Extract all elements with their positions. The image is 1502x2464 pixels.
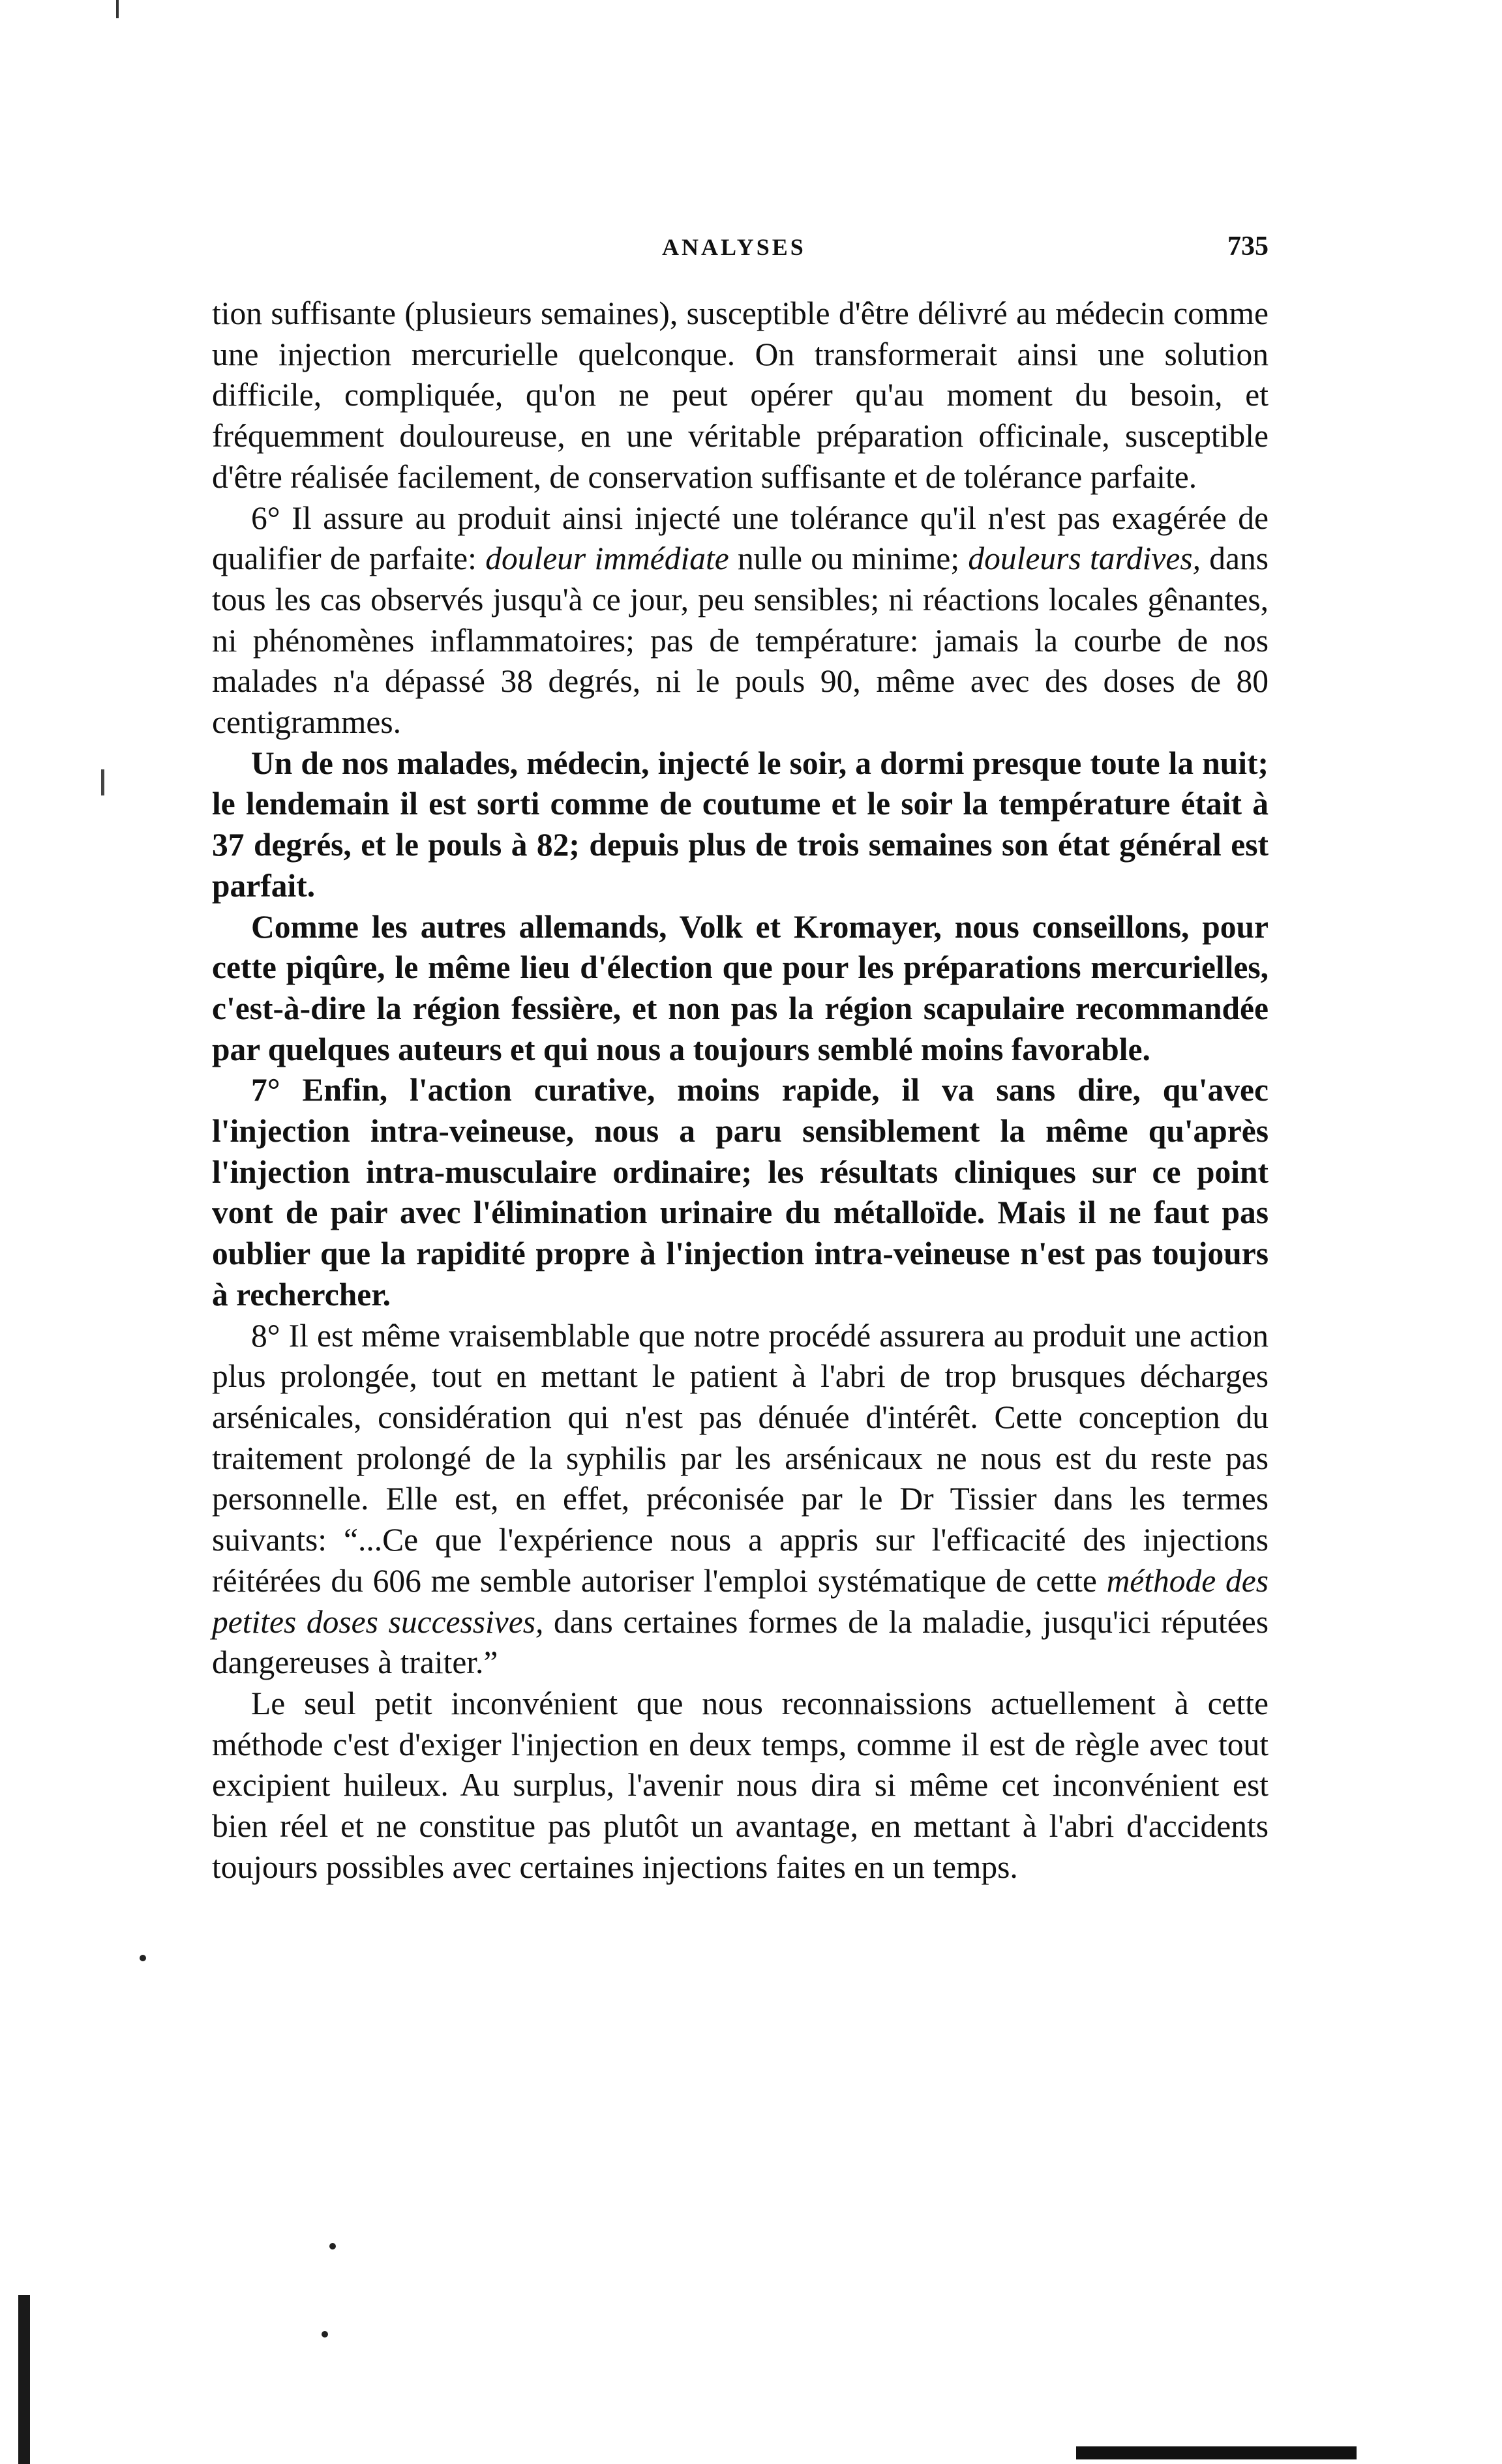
paragraph-2-italic-1: douleur immédiate	[485, 541, 729, 577]
paragraph-4-text: Comme les autres allemands, Volk et Kromayer, nous conseillons, pour cette piqûre, le même lieu d'élection que pour les préparations mercurielles, c'est-à-dire la région fessière, et non pas la région scapulaire recommandée par quelques auteurs et qui nous a toujours semblé moins favorable.	[212, 908, 1269, 1067]
paragraph-2-text-3: dans tous les cas observés jusqu'à ce jour, peu sensibles; ni réactions locales gênantes, ni phénomènes inflammatoires; pas de température: jamais la courbe de nos malades n'a dépassé 38 degrés, ni le pouls 90, même avec des doses de 80 centigrammes.	[212, 541, 1269, 741]
paragraph-5-text: 7° Enfin, l'action curative, moins rapide, il va sans dire, qu'avec l'injection intra-veineuse, nous a paru sensiblement la même qu'après l'injection intra-musculaire ordinaire; les résultats cliniques sur ce point vont de pair avec l'élimination urinaire du métalloïde. Mais il ne faut pas oublier que la rapidité propre à l'injection intra-veineuse n'est pas toujours à rechercher.	[212, 1072, 1269, 1313]
paragraph-2	[212, 498, 1269, 743]
paragraph-3-text: Un de nos malades, médecin, injecté le soir, a dormi presque toute la nuit; le lendemain il est sorti comme de coutume et le soir la température était à 37 degrés, et le pouls à 82; depuis plus de trois semaines son état général est parfait.	[212, 745, 1269, 904]
paragraph-2-text: 6° Il assure au produit ainsi injecté une tolérance qu'il n'est pas exagérée de qualifier de parfaite:	[212, 499, 1269, 577]
scan-mark	[116, 0, 119, 18]
paragraph-1-text: tion suffisante (plusieurs semaines), susceptible d'être délivré au médecin comme une injection mercurielle quelconque. On transformerait ainsi une solution difficile, compliquée, qu'on ne peut opérer qu'au moment du besoin, et fréquemment douloureuse, en une véritable préparation officinale, susceptible d'être réalisée facilement, de conservation suffisante et de tolérance parfaite.	[212, 295, 1269, 495]
paragraph-6-text-2: dans certaines formes de la maladie, jusqu'ici réputées dangereuses à traiter.”	[212, 1603, 1269, 1681]
margin-mark	[101, 769, 104, 795]
body-text	[212, 293, 1269, 1888]
scan-bottom-bar	[1076, 2446, 1357, 2459]
paragraph-1	[212, 293, 1269, 498]
paragraph-4	[212, 907, 1269, 1071]
paragraph-7	[212, 1684, 1269, 1888]
paragraph-6-italic: méthode des petites doses successives,	[212, 1562, 1269, 1640]
scan-edge-bar	[18, 2295, 30, 2464]
paragraph-3	[212, 743, 1269, 907]
margin-dot	[140, 1955, 146, 1961]
paragraph-7-text: Le seul petit inconvénient que nous reconnaissions actuellement à cette méthode c'est d'exiger l'injection en deux temps, comme il est de règle avec tout excipient huileux. Au surplus, l'avenir nous dira si même cet inconvénient est bien réel et ne constitue pas plutôt un avantage, en mettant à l'abri d'accidents toujours possibles avec certaines injections faites en un temps.	[212, 1685, 1269, 1885]
margin-dot	[329, 2243, 336, 2249]
paragraph-6	[212, 1316, 1269, 1684]
margin-dot	[322, 2331, 328, 2338]
running-head: ANALYSES	[662, 234, 806, 260]
page-header	[212, 233, 1269, 273]
paragraph-6-text: 8° Il est même vraisemblable que notre procédé assurera au produit une action plus prolongée, tout en mettant le patient à l'abri de trop brusques décharges arsénicales, considération qui n'est pas dénuée d'intérêt. Cette conception du traitement prolongé de la syphilis par les arsénicaux ne nous est du reste pas personnelle. Elle est, en effet, préconisée par le Dr Tissier dans les termes suivants: “...Ce que l'expérience nous a appris sur l'efficacité des injections réitérées du 606 me semble autoriser l'emploi systématique de cette	[212, 1317, 1269, 1599]
paragraph-2-italic-2: douleurs tardives,	[968, 541, 1201, 577]
page-number: 735	[1227, 231, 1269, 261]
paragraph-5	[212, 1070, 1269, 1315]
paragraph-2-text-2: nulle ou minime;	[728, 541, 969, 577]
